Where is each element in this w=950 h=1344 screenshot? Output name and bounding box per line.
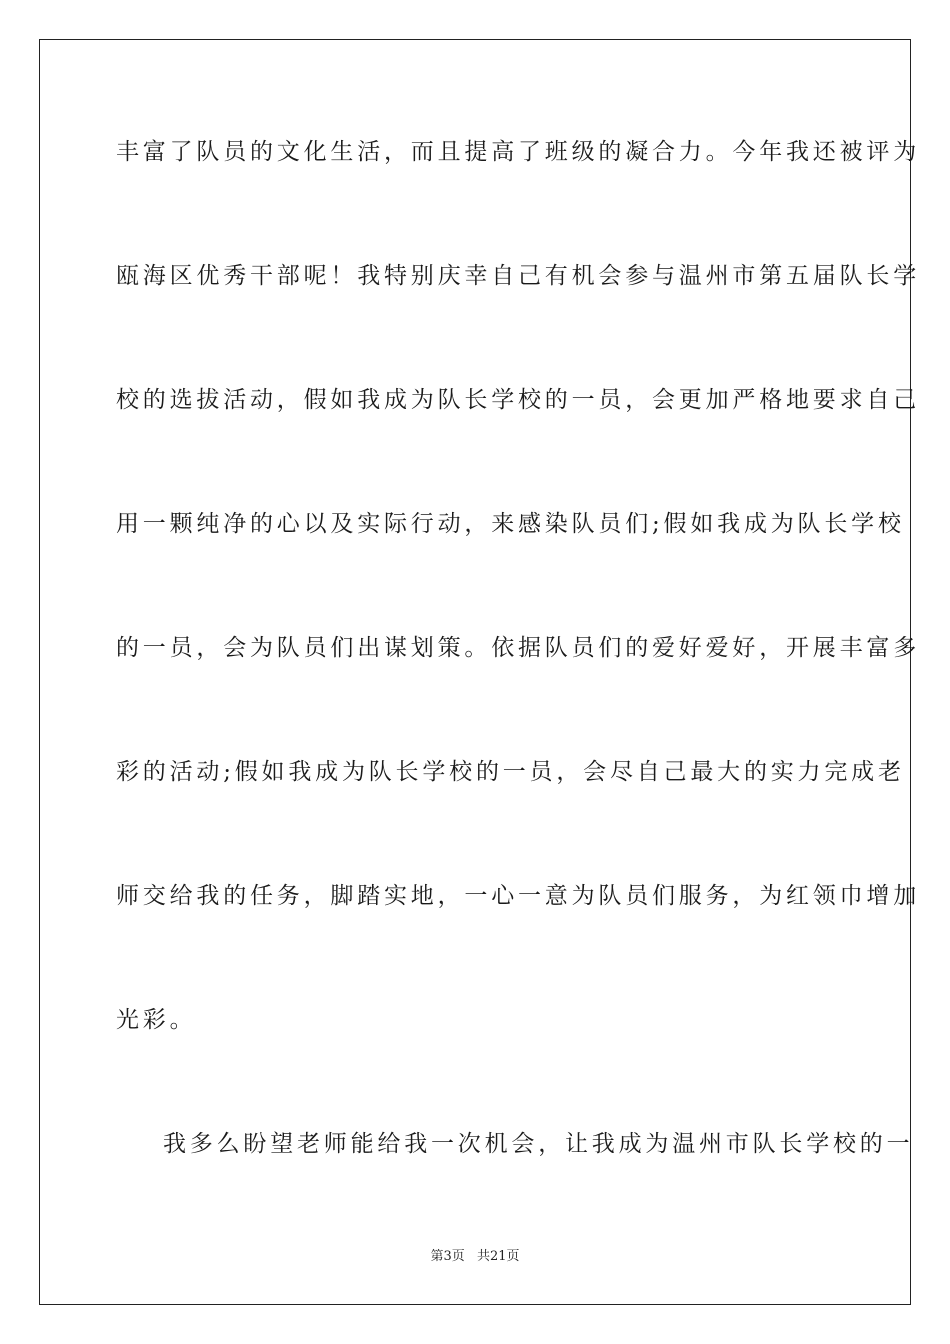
page-border	[39, 39, 920, 1305]
page-number: 第3页	[430, 1249, 465, 1264]
text-line-1: 丰富了队员的文化生活，而且提高了班级的凝合力。今年我还被评为	[116, 139, 920, 165]
text-line-9-paragraph-start: 我多么盼望老师能给我一次机会，让我成为温州市队长学校的一	[163, 1131, 914, 1157]
text-line-7: 师交给我的任务，脚踏实地，一心一意为队员们服务，为红领巾增加	[116, 883, 920, 909]
text-line-8: 光彩。	[116, 1007, 197, 1033]
text-line-2: 瓯海区优秀干部呢！我特别庆幸自己有机会参与温州市第五届队长学	[116, 263, 920, 289]
text-line-3: 校的选拔活动，假如我成为队长学校的一员，会更加严格地要求自己	[116, 387, 920, 413]
page-footer	[0, 1248, 950, 1266]
page-total: 共21页	[476, 1249, 520, 1264]
text-line-6: 彩的活动;假如我成为队长学校的一员，会尽自己最大的实力完成老	[116, 759, 905, 785]
text-line-5: 的一员，会为队员们出谋划策。依据队员们的爱好爱好，开展丰富多	[116, 635, 920, 661]
text-line-4: 用一颗纯净的心以及实际行动，来感染队员们;假如我成为队长学校	[116, 511, 905, 537]
